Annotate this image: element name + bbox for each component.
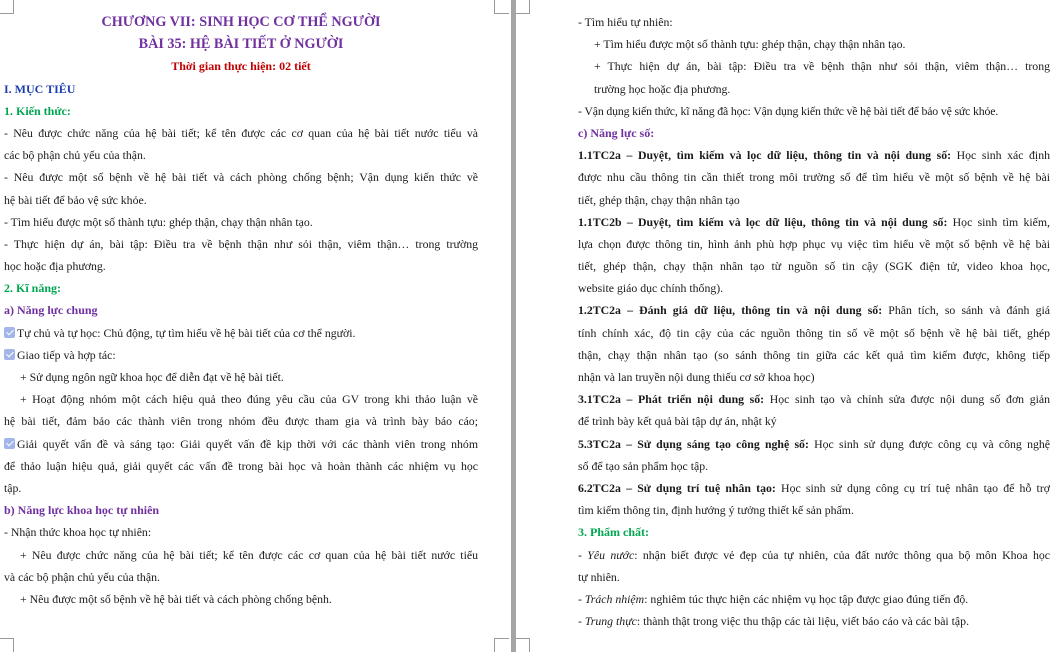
digital-competence-heading: c) Năng lực số: xyxy=(578,125,655,140)
problem-solving-text: Giải quyết vấn đề và sáng tạo: Giải quyết vấn đề kịp thời với các thành viên trong nhóm xyxy=(17,436,478,451)
science-line: - Nhận thức khoa học tự nhiên: xyxy=(4,525,152,540)
apply-line: - Vận dụng kiến thức, kĩ năng đã học: Vận dụng kiến thức về hệ bài tiết để bảo vệ sức khỏe. xyxy=(578,103,999,118)
digital-text: Học sinh sử dụng được công cụ và công nghệ xyxy=(814,436,1050,451)
digital-item-5 xyxy=(578,433,1050,455)
communication-line: + Hoạt động nhóm một cách hiệu quả theo đúng yêu cầu của GV trong khi thảo luận về xyxy=(20,392,478,407)
quality-line: tự nhiên. xyxy=(578,569,620,584)
explore-line: + Thực hiện dự án, bài tập: Điều tra về bệnh thận như sỏi thận, viêm thận… trong xyxy=(594,59,1050,74)
digital-code: 1.1TC2b – Duyệt, tìm kiếm và lọc dữ liệu, thông tin và nội dung số: xyxy=(578,214,948,229)
right-page-content xyxy=(578,11,1050,632)
autonomy-item xyxy=(4,322,478,344)
quality-responsibility xyxy=(578,588,1050,610)
science-line: + Nêu được chức năng của hệ bài tiết; kể tên được các cơ quan của hệ bài tiết nước tiểu xyxy=(20,547,478,562)
problem-solving-line: để thảo luận hiệu quả, giải quyết các vấn đề trong bài học và hoàn thành các nhiệm vụ học xyxy=(4,458,478,473)
knowledge-line: học hoặc địa phương. xyxy=(4,259,106,274)
left-page-content xyxy=(4,11,478,610)
knowledge-line: - Nêu được chức năng của hệ bài tiết; kể tên được các cơ quan của hệ bài tiết nước tiểu và xyxy=(4,125,478,140)
digital-item-6 xyxy=(578,477,1050,499)
digital-line: lựa chọn được thông tin, hình ảnh phù hợp phục vụ việc tìm hiểu về một số bệnh về hệ bài xyxy=(578,236,1050,251)
communication-line: + Sử dụng ngôn ngữ khoa học để diễn đạt về hệ bài tiết. xyxy=(20,370,284,384)
digital-code: 6.2TC2a – Sử dụng trí tuệ nhân tạo: xyxy=(578,480,776,495)
digital-line: tính chính xác, độ tin cậy của các nguồn thông tin số về một số bệnh về hệ bài tiết, ghép xyxy=(578,325,1050,340)
document-page-right xyxy=(516,0,1058,652)
digital-line: để trình bày kết quả bài tập dự án, nhật ký xyxy=(578,414,777,429)
digital-text: Phân tích, so sánh và đánh giá xyxy=(888,303,1050,318)
digital-line: tìm kiếm thông tin, định hướng ý tưởng thiết kế sản phẩm. xyxy=(578,503,854,518)
problem-solving-line: tập. xyxy=(4,480,22,495)
digital-item-2 xyxy=(578,211,1050,233)
digital-line: tiết, ghép thận, chạy thận nhân tạo xyxy=(578,192,740,207)
knowledge-line: - Nêu được một số bệnh về hệ bài tiết và cách phòng chống bệnh; Vận dụng kiến thức về xyxy=(4,170,478,185)
explore-line: - Tìm hiểu tự nhiên: xyxy=(578,15,673,29)
crop-mark xyxy=(516,638,530,652)
knowledge-line: - Thực hiện dự án, bài tập: Điều tra về bệnh thận như sỏi thận, viêm thận… trong trường xyxy=(4,236,478,251)
quality-text: : thành thật trong việc thu thập các tài liệu, viết báo cáo và các bài tập. xyxy=(636,614,970,629)
lesson-title: BÀI 35: HỆ BÀI TIẾT Ở NGƯỜI xyxy=(138,36,344,53)
explore-line: + Tìm hiểu được một số thành tựu: ghép thận, chạy thận nhân tạo. xyxy=(594,37,906,52)
knowledge-line: - Tìm hiểu được một số thành tựu: ghép thận, chạy thận nhân tạo. xyxy=(4,214,313,229)
section-objectives-heading: I. MỤC TIÊU xyxy=(4,81,76,96)
checkbox-checked-icon xyxy=(4,438,15,449)
lesson-duration: Thời gian thực hiện: 02 tiết xyxy=(171,59,311,74)
digital-item-3 xyxy=(578,299,1050,321)
crop-mark xyxy=(494,0,509,14)
digital-line: số để tạo sản phẩm học tập. xyxy=(578,458,709,473)
digital-code: 1.2TC2a – Đánh giá dữ liệu, thông tin và nội dung số: xyxy=(578,303,883,318)
knowledge-line: các bộ phận chủ yếu của thận. xyxy=(4,148,146,163)
quality-honesty xyxy=(578,610,1050,632)
problem-solving-item xyxy=(4,433,478,455)
crop-mark xyxy=(516,0,530,14)
knowledge-line: hệ bài tiết để bảo vệ sức khỏe. xyxy=(4,192,147,207)
science-line: + Nêu được một số bệnh về hệ bài tiết và cách phòng chống bệnh. xyxy=(20,591,332,606)
digital-text: Học sinh sử dụng công cụ trí tuệ nhân tạo để hỗ trợ xyxy=(781,480,1050,495)
digital-text: Học sinh tạo và chỉnh sửa được nội dung số đơn giản xyxy=(769,392,1051,407)
science-line: và các bộ phận chủ yếu của thận. xyxy=(4,569,160,584)
digital-line: website giáo dục chính thống). xyxy=(578,281,724,296)
digital-line: tiết, ghép thận, chạy thận nhân tạo từ nguồn số tin cậy (SGK điện tử, video khoa học, xyxy=(578,259,1050,274)
digital-line: thận, chạy thận nhân tạo (so sánh thông tin giữa các kết quả tìm kiếm được, không tiếp xyxy=(578,347,1050,362)
crop-mark xyxy=(0,638,14,652)
checkbox-checked-icon xyxy=(4,327,15,338)
autonomy-text: Tự chủ và tự học: Chủ động, tự tìm hiểu về hệ bài tiết của cơ thể người. xyxy=(17,325,356,340)
quality-text: : nghiêm túc thực hiện các nhiệm vụ học tập được giao đúng tiến độ. xyxy=(644,591,969,606)
digital-item-4 xyxy=(578,388,1050,410)
digital-text: Học sinh tìm kiếm, xyxy=(952,214,1051,229)
quality-patriotism xyxy=(578,544,1050,566)
chapter-title: CHƯƠNG VII: SINH HỌC CƠ THỂ NGƯỜI xyxy=(101,14,381,30)
quality-label: - Trách nhiệm xyxy=(578,591,645,606)
quality-label: - Yêu nước xyxy=(578,547,635,562)
digital-text: Học sinh xác định xyxy=(956,148,1050,163)
explore-line: trường học hoặc địa phương. xyxy=(594,81,731,96)
quality-text: : nhận biết được vẻ đẹp của tự nhiên, của đất nước thông qua bộ môn Khoa học xyxy=(634,547,1051,562)
digital-code: 3.1TC2a – Phát triển nội dung số: xyxy=(578,392,765,407)
communication-line: hệ bài tiết, đảm bảo các thành viên trong nhóm đều được tham gia và trình bày báo cáo; xyxy=(4,414,478,429)
qualities-heading: 3. Phẩm chất: xyxy=(578,525,649,540)
digital-item-1 xyxy=(578,144,1050,166)
science-competence-heading: b) Năng lực khoa học tự nhiên xyxy=(4,503,160,518)
general-competence-heading: a) Năng lực chung xyxy=(4,303,98,318)
knowledge-heading: 1. Kiến thức: xyxy=(4,103,71,118)
digital-line: nhận và lan truyền nội dung thiếu cơ sở khoa học) xyxy=(578,370,815,384)
quality-label: - Trung thực xyxy=(578,614,637,629)
communication-text: Giao tiếp và hợp tác: xyxy=(17,347,116,362)
crop-mark xyxy=(494,638,509,652)
checkbox-checked-icon xyxy=(4,349,15,360)
skills-heading: 2. Kĩ năng: xyxy=(4,281,62,296)
document-page-left xyxy=(0,0,511,652)
digital-code: 1.1TC2a – Duyệt, tìm kiếm và lọc dữ liệu, thông tin và nội dung số: xyxy=(578,148,952,163)
digital-line: được nhu cầu thông tin cần thiết trong môi trường số để tìm hiểu về một số bệnh về hệ bài xyxy=(578,170,1050,185)
digital-code: 5.3TC2a – Sử dụng sáng tạo công nghệ số: xyxy=(578,436,809,451)
communication-item xyxy=(4,344,478,366)
